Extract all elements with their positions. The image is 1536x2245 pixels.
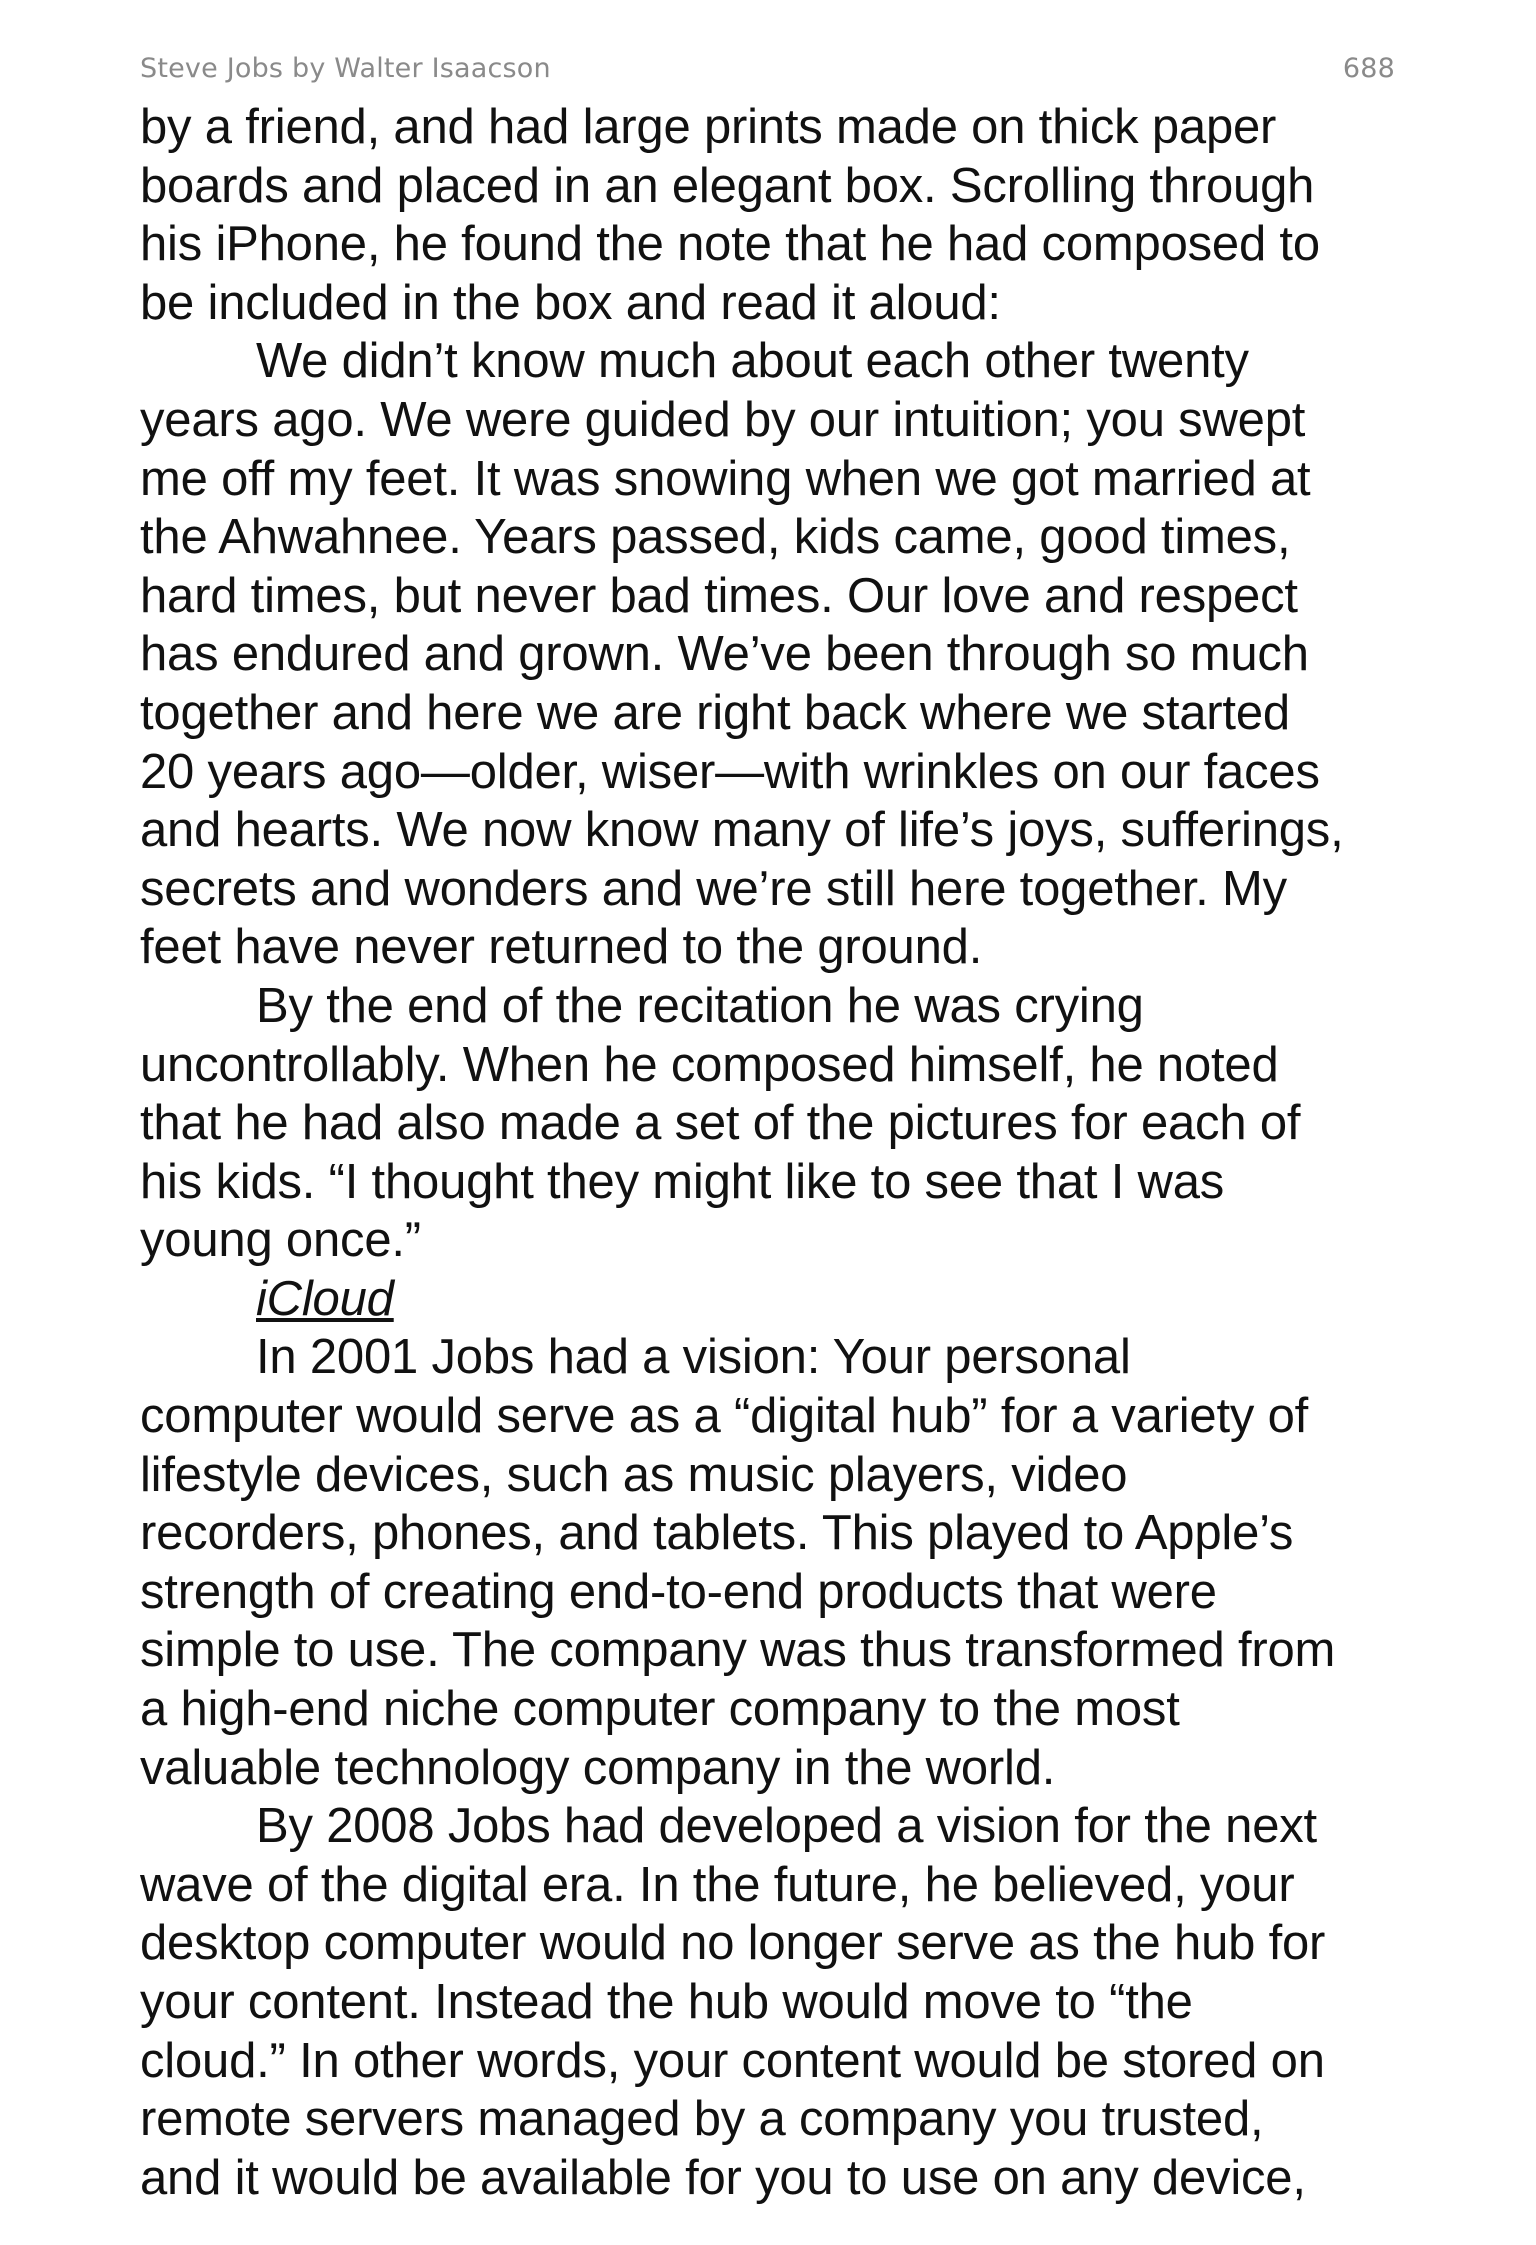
page-number: 688 [1342, 52, 1395, 84]
text-line: desktop computer would no longer serve as the hub for [140, 1916, 1326, 1971]
text-line: his kids. “I thought they might like to see that I was [140, 1154, 1225, 1209]
text-line: that he had also made a set of the pictures for each of [140, 1096, 1301, 1151]
text-line: uncontrollably. When he composed himself, he noted [140, 1037, 1279, 1092]
text-line: your content. Instead the hub would move to “the [140, 1975, 1193, 2029]
text-line: and hearts. We now know many of life’s joys, sufferings, [140, 803, 1344, 858]
text-line: valuable technology company in the world. [140, 1740, 1056, 1795]
text-line: By 2008 Jobs had developed a vision for the next [256, 1799, 1317, 1854]
section-heading [140, 1270, 1408, 1329]
text-line: cloud.” In other words, your content would be stored on [140, 2033, 1325, 2088]
text-line: years ago. We were guided by our intuition; you swept [140, 392, 1306, 447]
text-line: together and here we are right back where we started [140, 685, 1290, 740]
text-line: his iPhone, he found the note that he had composed to [140, 217, 1320, 272]
text-line: the Ahwahnee. Years passed, kids came, good times, [140, 510, 1291, 565]
text-line: simple to use. The company was thus transformed from [140, 1623, 1336, 1678]
text-line: be included in the box and read it aloud: [140, 275, 1001, 330]
page-header [140, 48, 1395, 88]
text-line: young once.” [140, 1213, 421, 1268]
book-title: Steve Jobs by Walter Isaacson [140, 52, 551, 84]
text-line: recorders, phones, and tablets. This played to Apple’s [140, 1506, 1294, 1561]
text-line: boards and placed in an elegant box. Scrolling through [140, 158, 1315, 213]
text-line: We didn’t know much about each other twenty [256, 334, 1249, 389]
text-line: By the end of the recitation he was crying [256, 978, 1144, 1033]
text-line: feet have never returned to the ground. [140, 920, 983, 975]
text-line: computer would serve as a “digital hub” for a variety of [140, 1389, 1309, 1444]
text-line: In 2001 Jobs had a vision: Your personal [256, 1330, 1131, 1385]
text-line: 20 years ago—older, wiser—with wrinkles on our faces [140, 744, 1320, 799]
text-line: hard times, but never bad times. Our love and respect [140, 568, 1298, 623]
page-body [140, 98, 1408, 2207]
text-line: and it would be available for you to use on any device, [140, 2150, 1306, 2205]
section-heading-label: iCloud [256, 1271, 394, 1326]
text-line: wave of the digital era. In the future, he believed, your [140, 1857, 1295, 1912]
text-line: lifestyle devices, such as music players, video [140, 1447, 1128, 1502]
text-line: has endured and grown. We’ve been through so much [140, 627, 1309, 682]
text-line: remote servers managed by a company you trusted, [140, 2092, 1264, 2147]
text-line: by a friend, and had large prints made on thick paper [140, 100, 1277, 154]
text-line: secrets and wonders and we’re still here together. My [140, 861, 1287, 916]
text-line: a high-end niche computer company to the most [140, 1682, 1180, 1737]
text-line: strength of creating end-to-end products that were [140, 1564, 1217, 1619]
text-line: me off my feet. It was snowing when we got married at [140, 451, 1311, 506]
